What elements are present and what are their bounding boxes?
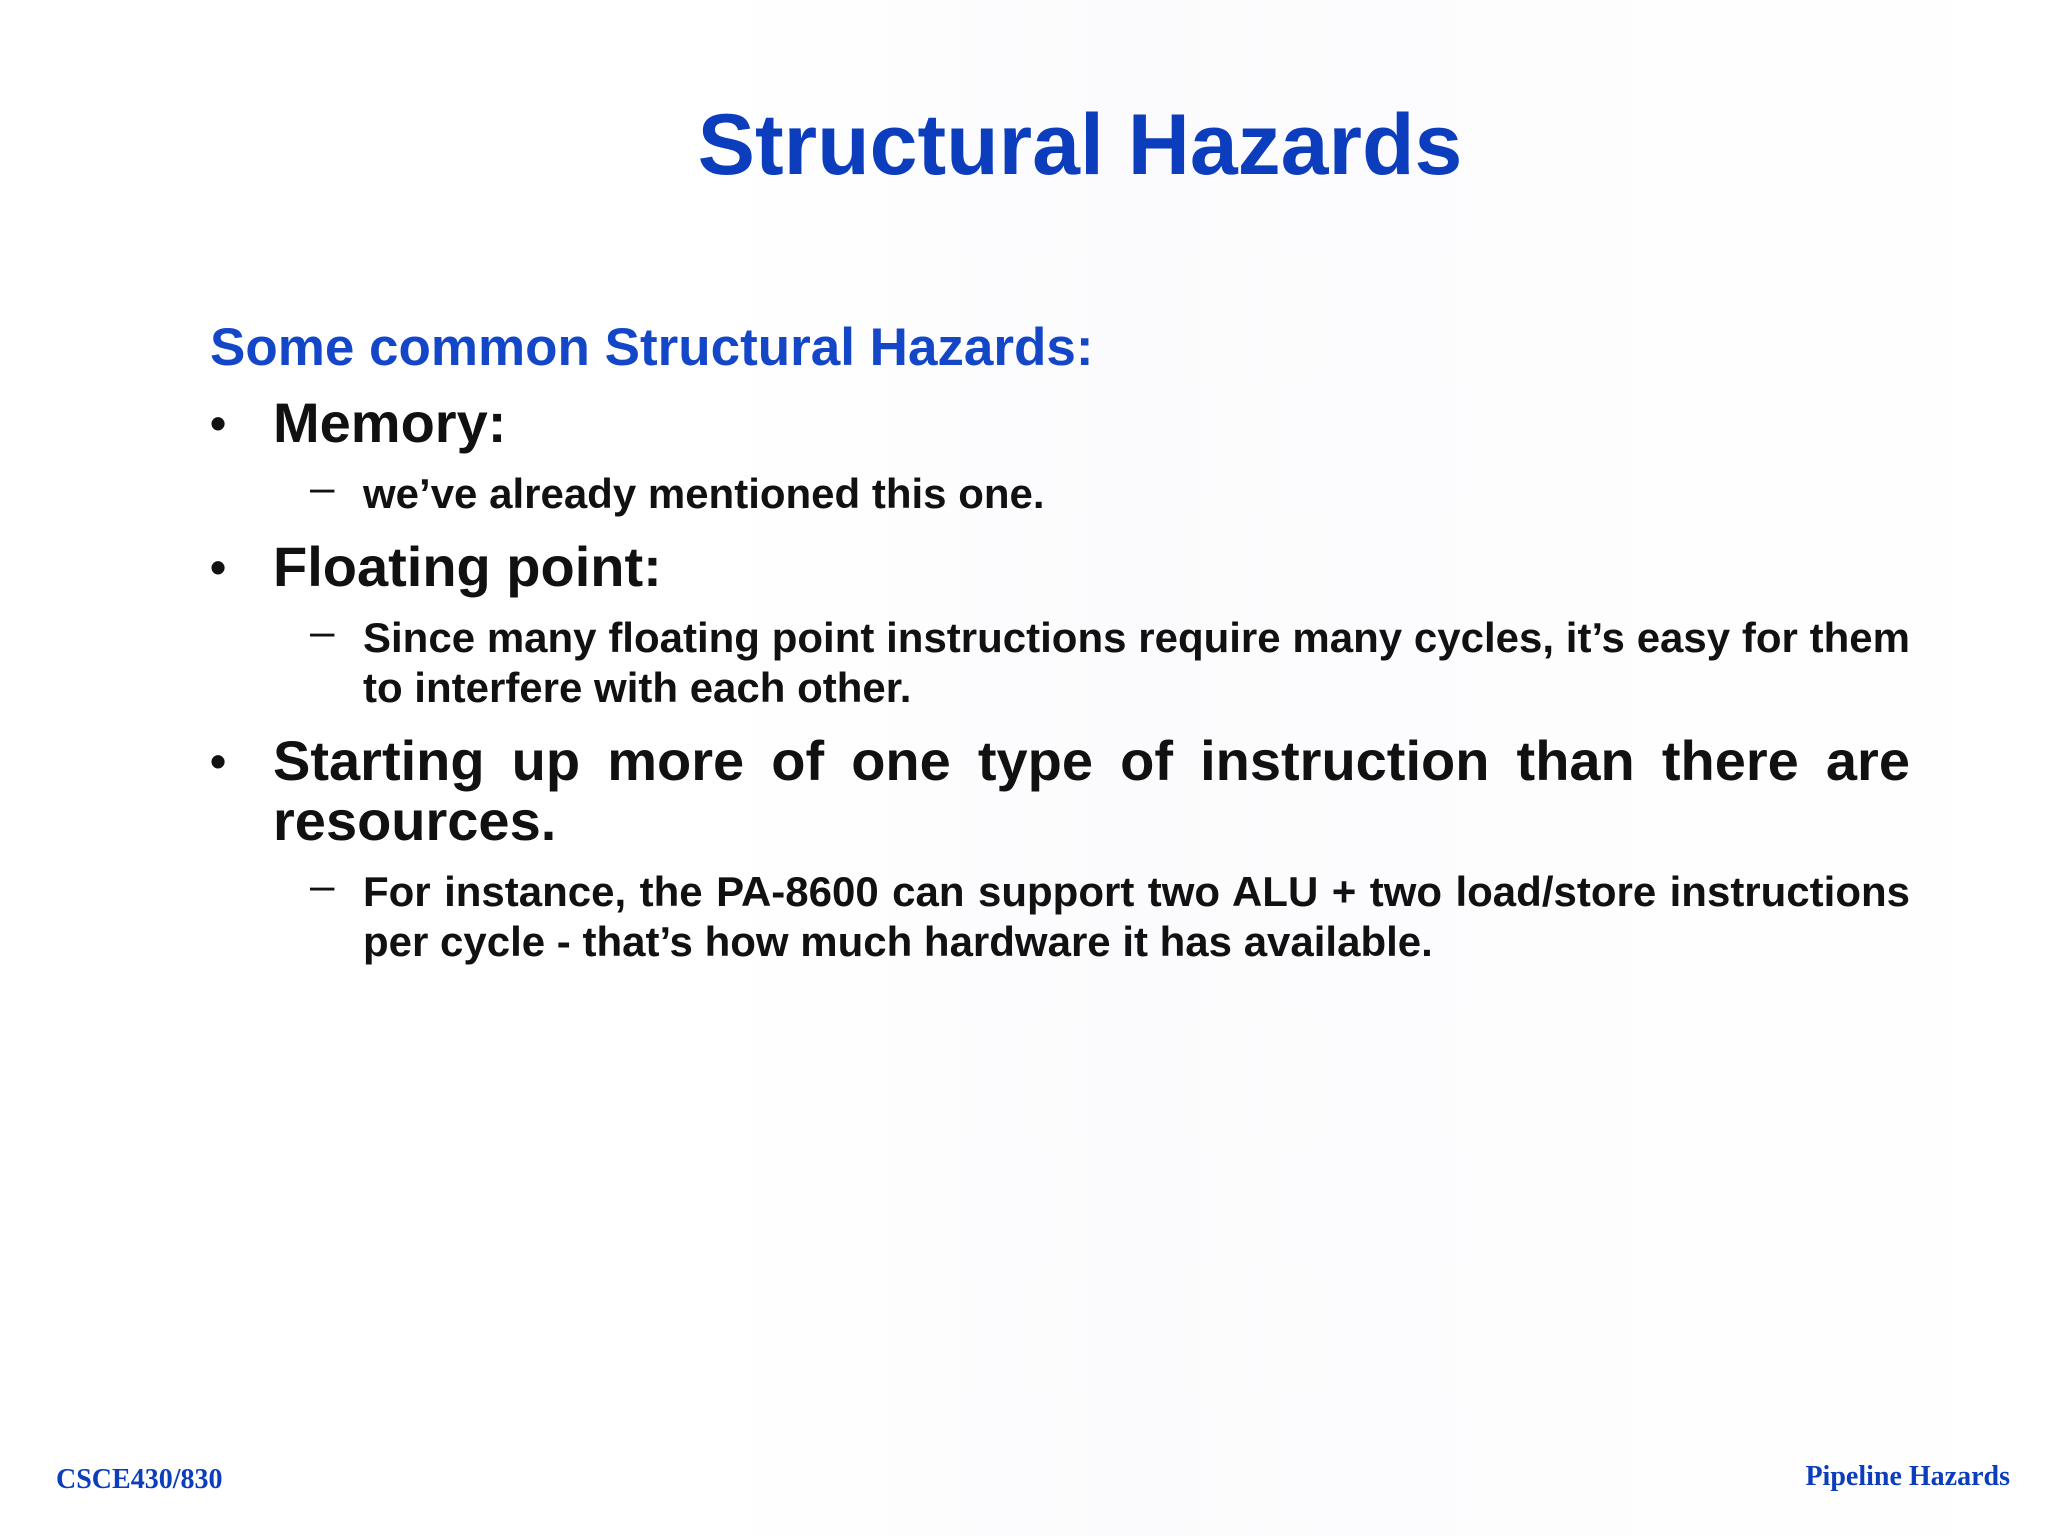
bullet-item-resources bbox=[210, 731, 1910, 851]
slide-content bbox=[210, 313, 1910, 985]
section-heading: Some common Structural Hazards: bbox=[210, 318, 1094, 377]
sub-bullet-item bbox=[210, 463, 1910, 519]
sub-bullet-item bbox=[210, 607, 1910, 713]
bullet-text: Memory: bbox=[273, 391, 507, 454]
slide-title: Structural Hazards bbox=[697, 97, 1463, 193]
footer-course-label: CSCE430/830 bbox=[56, 1464, 223, 1495]
sub-bullet-text: For instance, the PA-8600 can support two ALU + two load/store instructions per cycle - that’s how much hardware it has available. bbox=[363, 868, 1910, 965]
bullet-icon: • bbox=[210, 541, 227, 593]
sub-bullet-text: Since many floating point instructions require many cycles, it’s easy for them to interfere with each other. bbox=[363, 614, 1910, 711]
bullet-icon: • bbox=[210, 735, 227, 787]
dash-icon: – bbox=[310, 607, 335, 656]
sub-bullet-text: we’ve already mentioned this one. bbox=[363, 470, 1045, 517]
dash-icon: – bbox=[310, 463, 335, 512]
footer-topic-label: Pipeline Hazards bbox=[1805, 1461, 2010, 1492]
bullet-text: Floating point: bbox=[273, 535, 662, 598]
sub-bullet-item bbox=[210, 861, 1910, 967]
dash-icon: – bbox=[310, 861, 335, 910]
bullet-item-memory bbox=[210, 393, 1910, 453]
bullet-item-floating-point bbox=[210, 537, 1910, 597]
bullet-icon: • bbox=[210, 397, 227, 449]
bullet-text: Starting up more of one type of instruction than there are resources. bbox=[273, 729, 1910, 852]
